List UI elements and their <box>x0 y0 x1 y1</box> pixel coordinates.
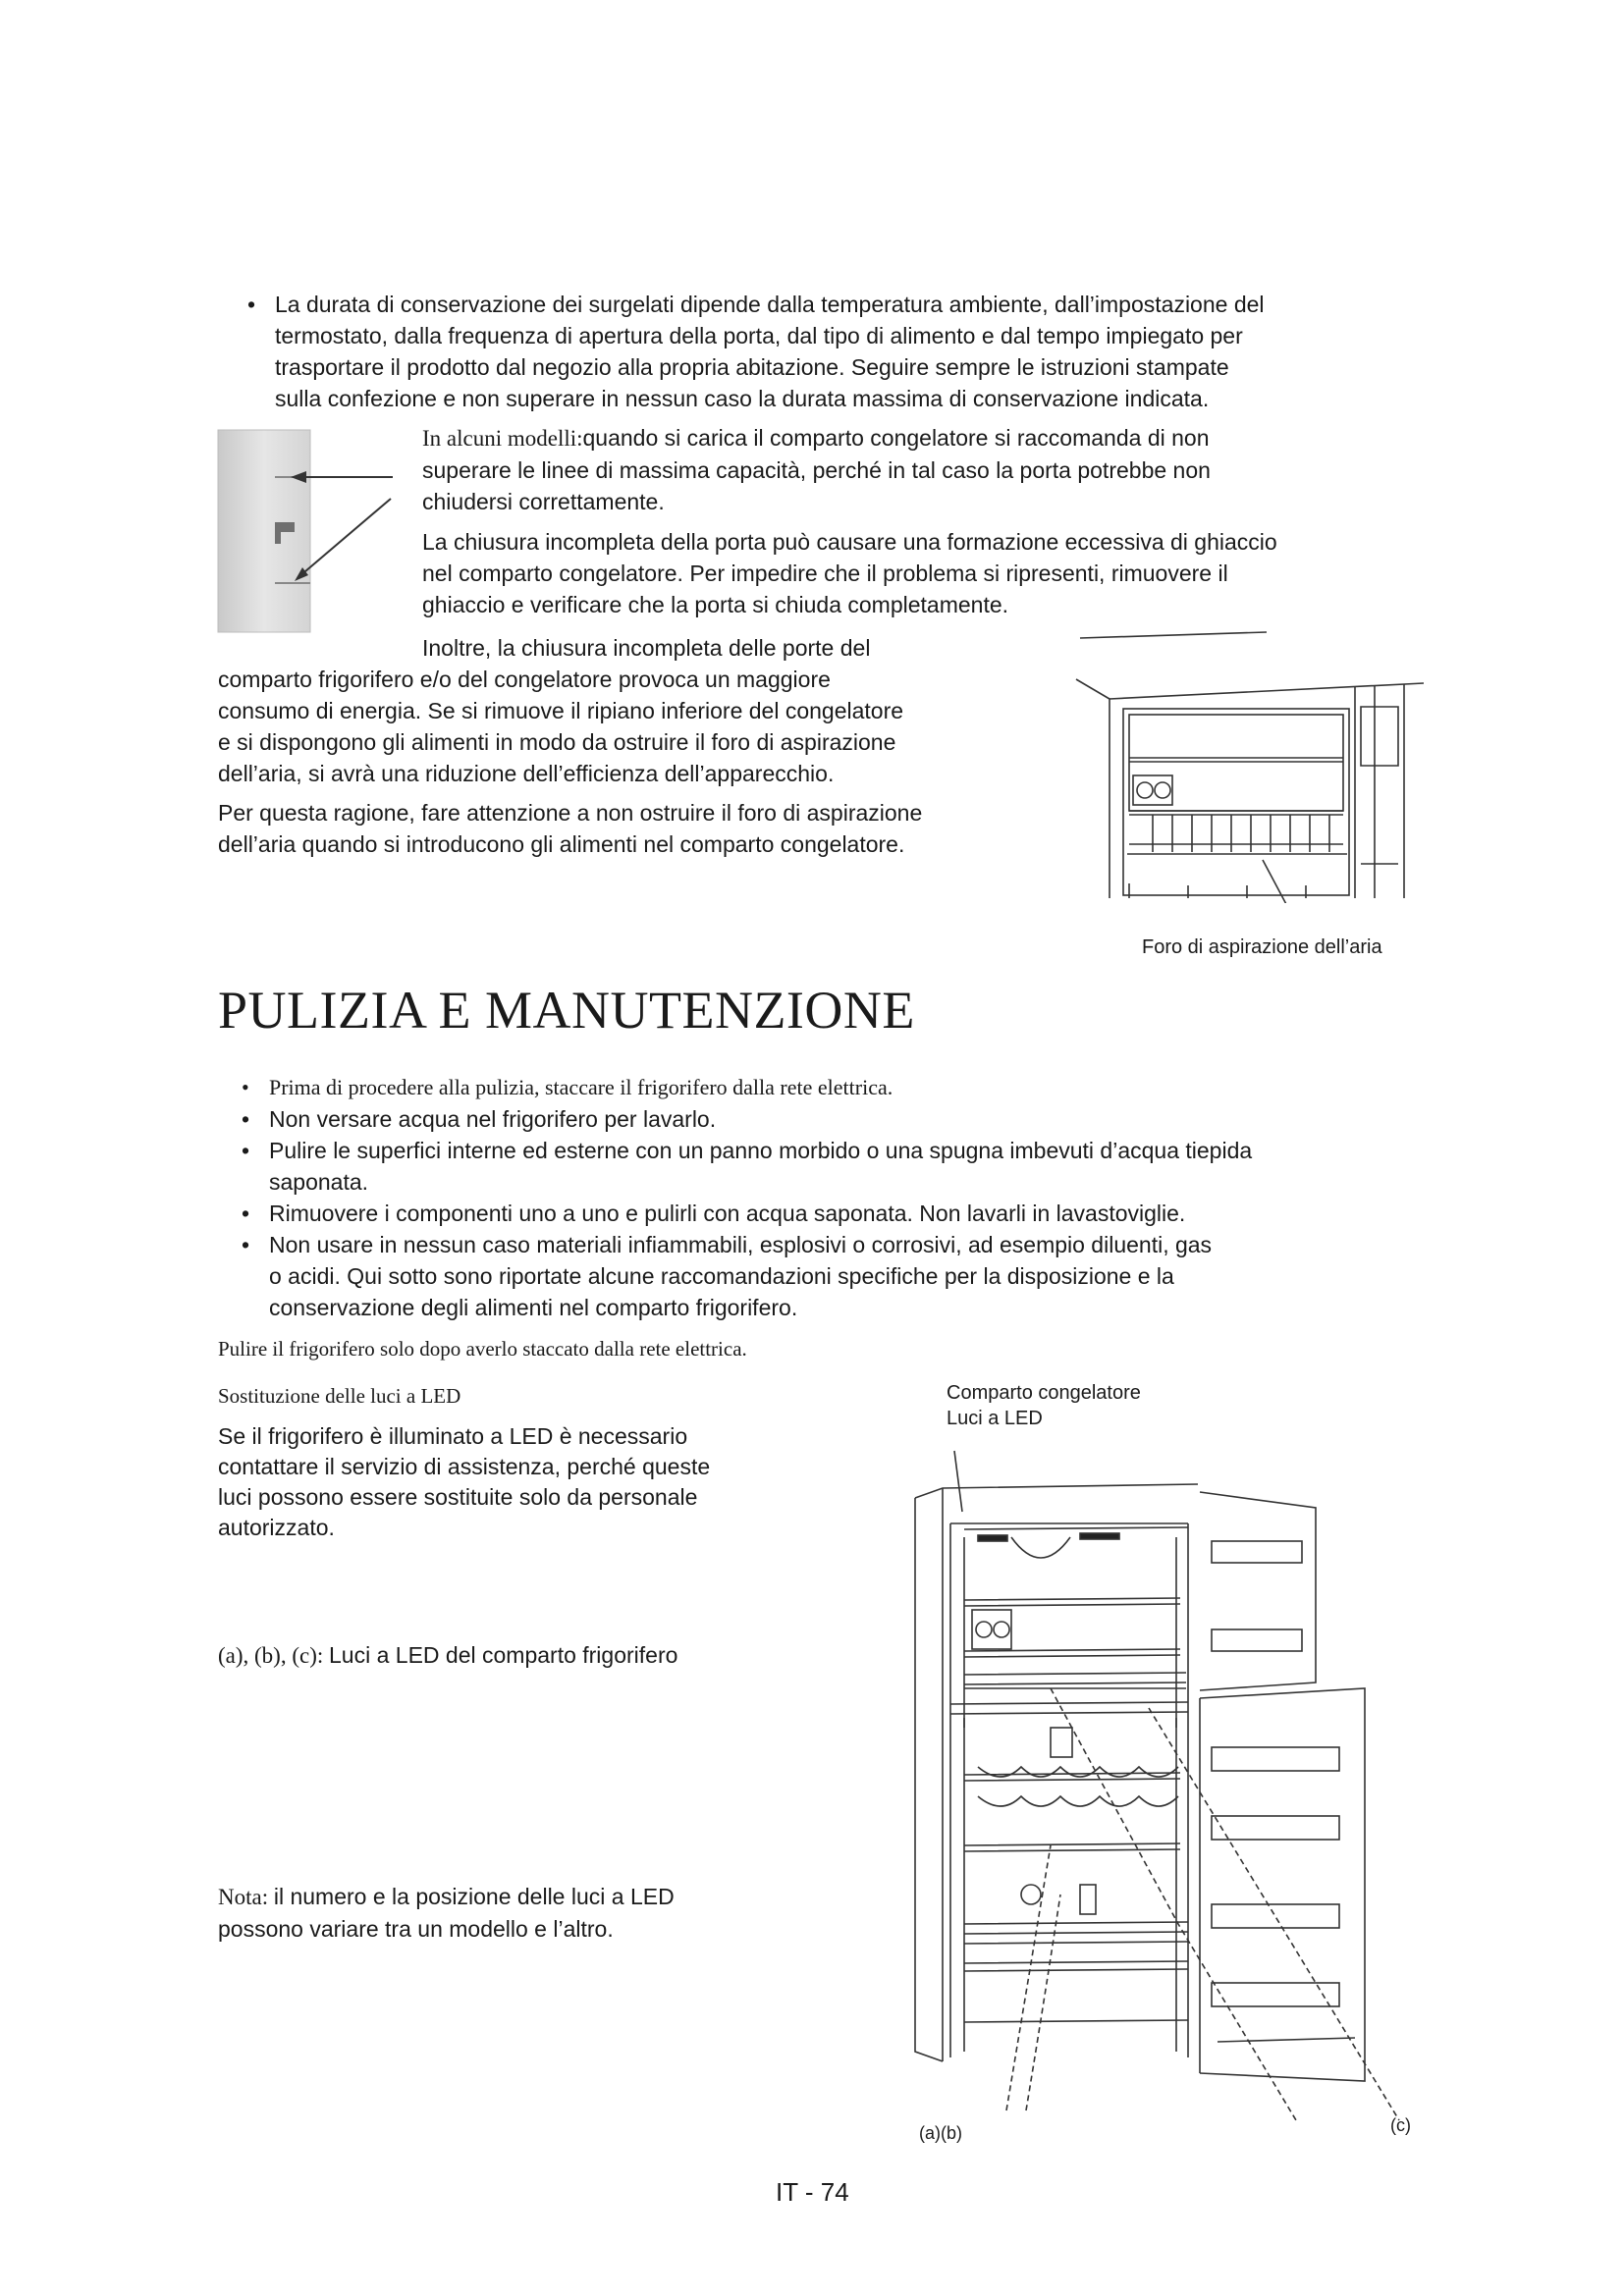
text-line: contattare il servizio di assistenza, perché queste <box>218 1454 711 1479</box>
text-line: La durata di conservazione dei surgelati dipende dalla temperatura ambiente, dall’impostazione del <box>275 292 1265 317</box>
bullet-mark: • <box>242 1106 250 1132</box>
led-section-title: Sostituzione delle luci a LED <box>218 1384 461 1408</box>
text-line: Rimuovere i componenti uno a uno e pulirli con acqua saponata. Non lavarli in lavastoviglie. <box>269 1201 1186 1226</box>
led-fridge-prefix: (a), (b), (c): <box>218 1643 330 1668</box>
air-hole-paragraph <box>218 797 1082 860</box>
freezer-compartment-illustration <box>1070 628 1424 903</box>
text-line: autorizzato. <box>218 1515 335 1540</box>
text-line: Prima di procedere alla pulizia, staccare il frigorifero dalla rete elettrica. <box>269 1075 893 1099</box>
bullet-mark: • <box>247 292 256 317</box>
list-item <box>242 1229 1459 1323</box>
fridge-open-illustration <box>903 1433 1414 2140</box>
page-number: IT - 74 <box>776 2177 849 2207</box>
load-note-prefix: In alcuni modelli: <box>422 426 583 451</box>
text-line: ghiaccio e verificare che la porta si chiuda completamente. <box>422 592 1009 617</box>
text-line: dell’aria, si avrà una riduzione dell’efficienza dell’apparecchio. <box>218 761 835 786</box>
led-paragraph <box>218 1421 807 1543</box>
list-item <box>242 1072 1459 1103</box>
bullet-mark: • <box>242 1232 250 1257</box>
energy-paragraph <box>218 632 1082 789</box>
text-line: luci possono essere sostituite solo da personale <box>218 1484 698 1510</box>
bullet-mark: • <box>242 1138 250 1163</box>
text-line: Non versare acqua nel frigorifero per lavarlo. <box>269 1106 717 1132</box>
text-line: La chiusura incompleta della porta può causare una formazione eccessiva di ghiaccio <box>422 529 1277 555</box>
text-line: Pulire le superfici interne ed esterne con un panno morbido o una spugna imbevuti d’acqua tiepida <box>269 1138 1253 1163</box>
text-line: possono variare tra un modello e l’altro. <box>218 1916 614 1942</box>
incomplete-close-paragraph <box>422 526 1463 620</box>
freezer-compartment-label: Comparto congelatore <box>947 1382 1141 1404</box>
load-note <box>422 422 1453 517</box>
storage-duration-bullet <box>247 289 1483 414</box>
nota-prefix: Nota: <box>218 1885 274 1909</box>
unplug-note: Pulire il frigorifero solo dopo averlo staccato dalla rete elettrica. <box>218 1337 747 1361</box>
nota-paragraph <box>218 1881 807 1945</box>
text-line: quando si carica il comparto congelatore si raccomanda di non <box>582 425 1210 451</box>
text-line: consumo di energia. Se si rimuove il ripiano inferiore del congelatore <box>218 698 904 723</box>
text-line: nel comparto congelatore. Per impedire che il problema si ripresenti, rimuovere il <box>422 561 1228 586</box>
led-c-label: (c) <box>1390 2115 1411 2135</box>
text-line: sulla confezione e non superare in nessun caso la durata massima di conservazione indicata. <box>275 386 1210 411</box>
text-line: Per questa ragione, fare attenzione a non ostruire il foro di aspirazione <box>218 800 923 826</box>
section-title: PULIZIA E MANUTENZIONE <box>218 981 915 1040</box>
bullet-mark: • <box>242 1201 250 1226</box>
text-line: il numero e la posizione delle luci a LED <box>273 1884 675 1909</box>
bullet-mark: • <box>242 1075 249 1099</box>
text-line: o acidi. Qui sotto sono riportate alcune raccomandazioni specifiche per la disposizione e la <box>269 1263 1174 1289</box>
text-line: termostato, dalla frequenza di apertura della porta, dal tipo di alimento e dal tempo impiegato per <box>275 323 1243 348</box>
list-item <box>242 1103 1459 1135</box>
text-line: dell’aria quando si introducono gli alimenti nel comparto congelatore. <box>218 831 905 857</box>
text-line: trasportare il prodotto dal negozio alla propria abitazione. Seguire sempre le istruzioni stampate <box>275 354 1229 380</box>
led-ab-label: (a)(b) <box>919 2123 962 2143</box>
text-line: comparto frigorifero e/o del congelatore provoca un maggiore <box>218 667 831 692</box>
text-line: e si dispongono gli alimenti in modo da ostruire il foro di aspirazione <box>218 729 896 755</box>
air-hole-caption: Foro di aspirazione dell’aria <box>1142 936 1382 958</box>
text-line: conservazione degli alimenti nel comparto frigorifero. <box>269 1295 798 1320</box>
text-line: Non usare in nessun caso materiali infiammabili, esplosivi o corrosivi, ad esempio diluenti, gas <box>269 1232 1213 1257</box>
text-line: chiudersi correttamente. <box>422 489 665 514</box>
led-fridge-note <box>218 1639 677 1672</box>
led-fridge-text: Luci a LED del comparto frigorifero <box>329 1642 678 1668</box>
text-line: superare le linee di massima capacità, perché in tal caso la porta potrebbe non <box>422 457 1211 483</box>
text-line: Inoltre, la chiusura incompleta delle porte del <box>422 635 871 661</box>
led-lights-label: Luci a LED <box>947 1408 1043 1429</box>
text-line: saponata. <box>269 1169 369 1195</box>
text-line: Se il frigorifero è illuminato a LED è necessario <box>218 1423 688 1449</box>
list-item <box>242 1198 1459 1229</box>
list-item <box>242 1135 1459 1198</box>
freezer-door-max-line-illustration <box>216 428 403 636</box>
cleaning-bullets <box>242 1072 1459 1323</box>
